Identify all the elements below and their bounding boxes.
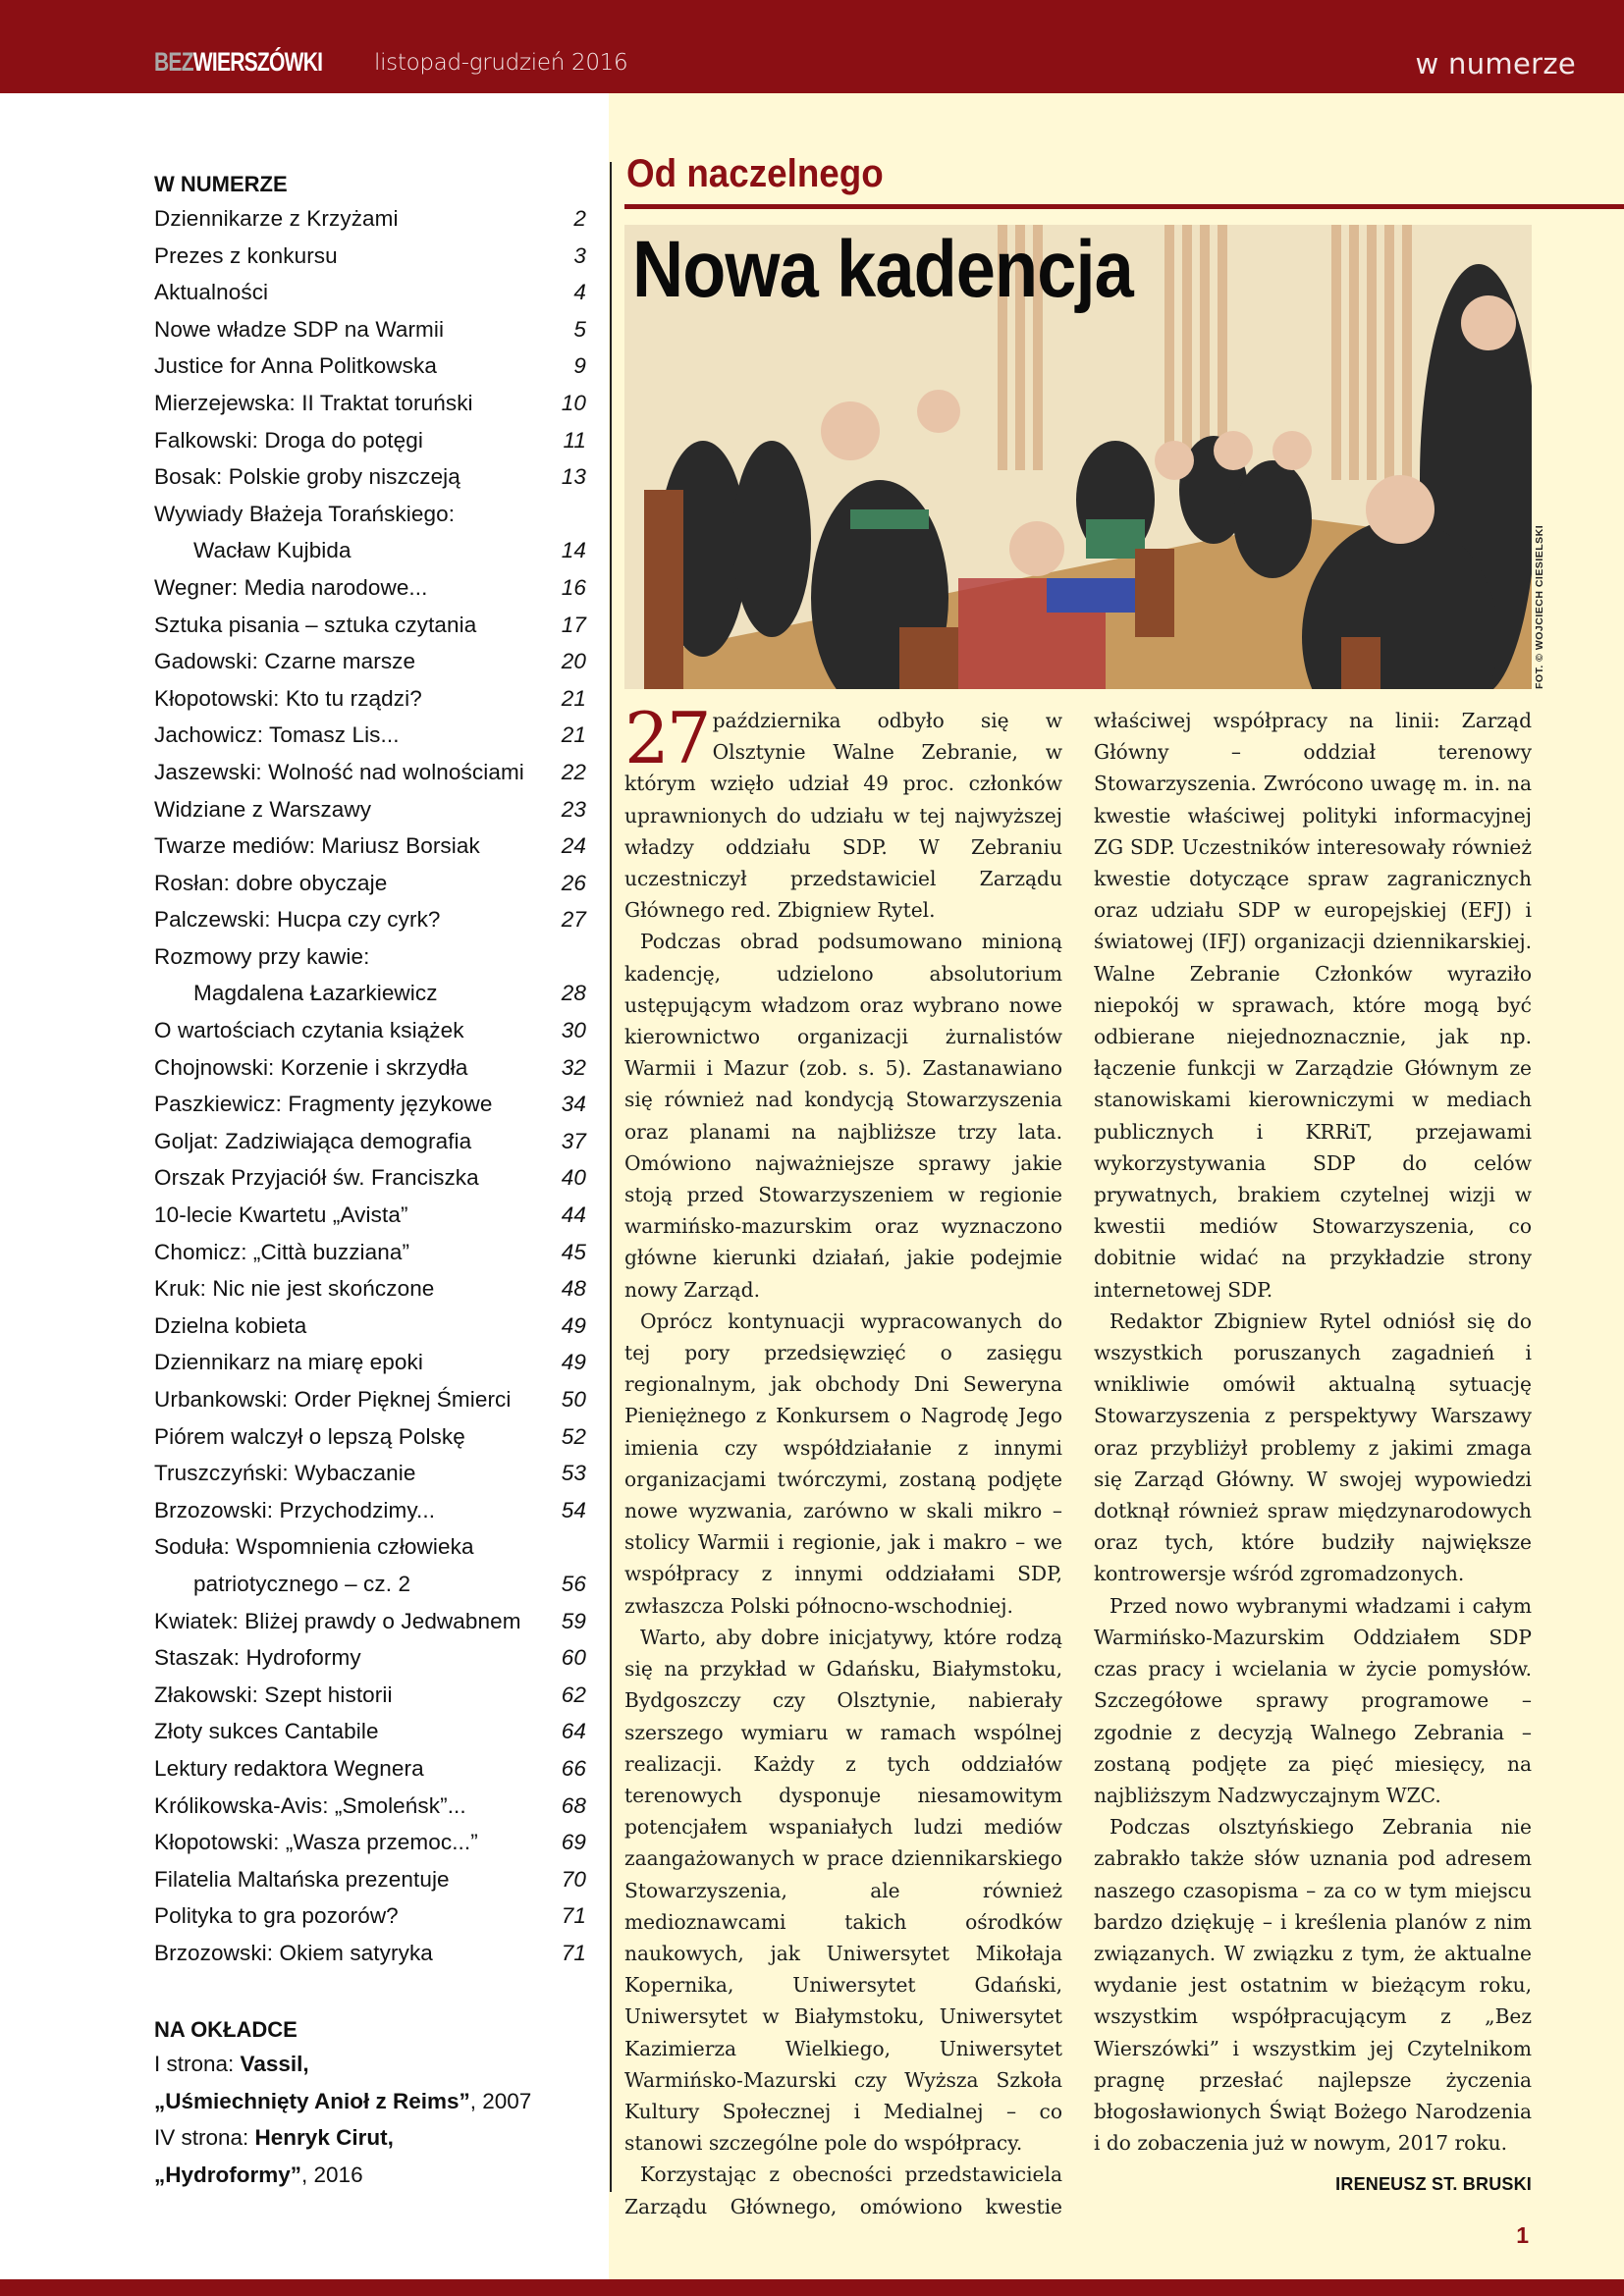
toc-item[interactable] [154, 496, 586, 533]
toc-item[interactable] [154, 458, 586, 496]
toc-item-page: 9 [573, 353, 586, 379]
toc-item[interactable] [154, 1234, 586, 1271]
toc-item[interactable] [154, 1603, 586, 1640]
toc-item-page: 17 [561, 612, 586, 637]
toc-item-page: 49 [561, 1312, 586, 1338]
article-paragraph: właściwej współpracy na linii: Zarząd Główny – oddział terenowy Stowarzyszenia. Zwrócono uwagę m. in. na kwestie właściwej polityki informacyjnej ZG SDP. Uczestników interesowały również kwestie dotyczące spraw zagranicznych oraz udziału SDP w europejskiej (EFJ) i światowej (IFJ) organizacji dziennikarskiej. Walne Zebranie Członków wyraziło niepokój w sprawach, które mogą być odbierane niejednoznacznie, jak np. łączenie funkcji w Zarządzie Głównym ze stanowiskami kierowniczymi w mediach publicznych i KRRiT, przejawami wykorzystywania SDP do celów prywatnych, brakiem czytelnej wizji w kwestii mediów Stowarzyszenia, co dobitnie widać na przykładzie strony internetowej SDP. [1094, 709, 1532, 1302]
toc-item-title: Justice for Anna Politkowska [154, 353, 437, 379]
toc-item-title: Mierzejewska: II Traktat toruński [154, 390, 473, 415]
toc-item[interactable] [154, 717, 586, 754]
toc-item-page: 60 [561, 1645, 586, 1671]
toc-item-page: 37 [561, 1128, 586, 1153]
toc-item-title: Magdalena Łazarkiewicz [193, 981, 438, 1006]
toc-item-page: 5 [573, 316, 586, 342]
toc-item-title: Polityka to gra pozorów? [154, 1903, 399, 1929]
toc-item-page: 40 [561, 1165, 586, 1191]
toc-item[interactable] [154, 1455, 586, 1492]
toc-item[interactable] [154, 643, 586, 680]
toc-item[interactable] [154, 607, 586, 644]
toc-item[interactable] [154, 1308, 586, 1345]
toc-item-title: Bosak: Polskie groby niszczeją [154, 464, 460, 490]
toc-item-page: 26 [561, 870, 586, 895]
toc-item-page: 21 [561, 722, 586, 748]
toc-item-page: 16 [561, 574, 586, 600]
toc-item[interactable] [154, 1677, 586, 1714]
toc-item-title: Orszak Przyjaciół św. Franciszka [154, 1165, 479, 1191]
toc-item-title: Kwiatek: Bliżej prawdy o Jedwabnem [154, 1608, 521, 1633]
toc-item-title: Kłopotowski: Kto tu rządzi? [154, 685, 422, 711]
toc-item-title: Widziane z Warszawy [154, 796, 372, 822]
toc-item-title: Brzozowski: Przychodzimy... [154, 1497, 436, 1522]
toc-item-title: Królikowska-Avis: „Smoleńsk”... [154, 1792, 466, 1818]
toc-item-title: Nowe władze SDP na Warmii [154, 316, 445, 342]
toc-item-page: 22 [561, 759, 586, 784]
article-paragraph: 27 października odbyło się w Olsztynie Walne Zebranie, w którym wzięło udział 49 proc. członków uprawnionych do udziału w tej najwyższej władzy oddziału SDP. W Zebraniu uczestniczył przedstawiciel Zarządu Głównego red. Zbigniew Rytel. [624, 697, 1062, 923]
article-paragraph: Przed nowo wybranymi władzami i całym Warmińsko-Mazurskim Oddziałem SDP czas pracy i wcielania w życie pomysłów. Szczegółowe sprawy programowe – zgodnie z decyzją Walnego Zebrania – zostaną podjęte za pięć miesięcy, na najbliższym Nadzwyczajnym WZC. [1094, 1593, 1532, 1807]
toc-item-page: 53 [561, 1461, 586, 1486]
toc-item[interactable] [154, 865, 586, 902]
toc-item-page: 62 [561, 1682, 586, 1707]
article-paragraph: Warto, aby dobre inicjatywy, które rodzą się na przykład w Gdańsku, Białymstoku, Bydgoszczy czy Olsztynie, nabierały szerszego wymiaru w ramach wspólnej realizacji. Każdy z tych oddziałów terenowych dysponuje niesamowitym potencjałem wspaniałych ludzi mediów zaangażowanych w prace dziennikarskiego Stowarzyszenia, ale również medioznawcami takich ośrodków naukowych, jak Uniwersytet Mikołaja Kopernika, Uniwersytet Gdański, Uniwersytet w Białymstoku, Uniwersytet Kazimierza Wielkiego, Uniwersytet Warmińsko-Mazurski czy Wyższa Szkoła Kultury Społecznej i Medialnej – co stanowi szczególne pole do współpracy. [624, 1625, 1062, 2156]
toc-item[interactable] [154, 1750, 586, 1788]
toc-item-page: 44 [561, 1202, 586, 1228]
toc-item-page: 50 [561, 1387, 586, 1412]
cover-back-line2: „Hydroformy”, 2016 [154, 2162, 363, 2187]
toc-item[interactable] [154, 1788, 586, 1825]
toc-item-page: 49 [561, 1350, 586, 1375]
toc-item-title: Soduła: Wspomnienia człowieka [154, 1534, 474, 1560]
toc-item-page: 28 [561, 981, 586, 1006]
issue-date: listopad-grudzień 2016 [374, 50, 628, 76]
toc-item[interactable] [154, 1897, 586, 1935]
table-of-contents [154, 169, 586, 1972]
logo-bez: BEZ [154, 47, 193, 77]
toc-item[interactable] [154, 1049, 586, 1087]
toc-item[interactable] [154, 1197, 586, 1234]
toc-item-page: 54 [561, 1497, 586, 1522]
toc-item-title: Brzozowski: Okiem satyryka [154, 1940, 433, 1965]
cover-heading: NA OKŁADCE [154, 2017, 298, 2042]
toc-item[interactable] [154, 680, 586, 718]
toc-item[interactable] [154, 1123, 586, 1160]
toc-item[interactable] [154, 238, 586, 275]
toc-item-page: 70 [561, 1866, 586, 1892]
toc-item[interactable] [154, 1012, 586, 1049]
toc-item-title: Paszkiewicz: Fragmenty językowe [154, 1092, 493, 1117]
toc-item-page: 71 [561, 1903, 586, 1929]
toc-item[interactable] [154, 311, 586, 348]
toc-item[interactable] [154, 274, 586, 311]
toc-item-page: 66 [561, 1755, 586, 1781]
kicker-rule [624, 204, 1624, 209]
toc-item-title: Wacław Kujbida [193, 538, 352, 563]
logo-wierszowki: WIERSZÓWKI [192, 47, 323, 77]
toc-item[interactable] [154, 1344, 586, 1381]
toc-item[interactable] [154, 791, 586, 828]
toc-item-title: Gadowski: Czarne marsze [154, 649, 416, 674]
toc-item[interactable] [154, 828, 586, 865]
toc-item[interactable] [154, 1528, 586, 1566]
toc-item[interactable] [154, 901, 586, 938]
toc-item-page: 3 [573, 242, 586, 268]
toc-item-title: Staszak: Hydroformy [154, 1645, 361, 1671]
toc-item[interactable] [154, 1159, 586, 1197]
toc-item-title: Rozmowy przy kawie: [154, 943, 370, 969]
section-kicker: Od naczelnego [626, 152, 884, 195]
toc-item-page: 21 [561, 685, 586, 711]
toc-item-title: Goljat: Zadziwiająca demografia [154, 1128, 472, 1153]
toc-item-page: 68 [561, 1792, 586, 1818]
toc-item-title: Piórem walczył o lepszą Polskę [154, 1423, 465, 1449]
toc-item-page: 45 [561, 1239, 586, 1264]
cover-back-line1: IV strona: Henryk Cirut, [154, 2125, 394, 2151]
toc-item-page: 32 [561, 1054, 586, 1080]
toc-item[interactable] [154, 1418, 586, 1456]
article-paragraph: Podczas olsztyńskiego Zebrania nie zabrakło także słów uznania pod adresem naszego czasopisma – za co w tym miejscu bardzo dziękuję – i kreślenia planów z nim związanych. W związku z tym, że aktualne wydanie jest ostatnim w bieżącym roku, wszystkim współpracującym z „Bez Wierszówki” i wszystkim jej Czytelnikom pragnę przesłać najlepsze życzenia błogosławionych Świąt Bożego Narodzenia i do zobaczenia już w nowym, 2017 roku. [1094, 1815, 1532, 2156]
toc-item-title: Rosłan: dobre obyczaje [154, 870, 388, 895]
toc-list [154, 200, 586, 1972]
toc-item-title: Falkowski: Droga do potęgi [154, 427, 423, 453]
toc-item-page: 56 [561, 1571, 586, 1596]
toc-item[interactable] [154, 347, 586, 385]
magazine-logo [154, 47, 322, 77]
toc-item[interactable] [154, 1566, 586, 1603]
toc-item-page: 71 [561, 1940, 586, 1965]
photo-credit: FOT. © WOJCIECH CIESIELSKI [1534, 524, 1545, 689]
toc-item[interactable] [154, 1935, 586, 1972]
page-number: 1 [1516, 2222, 1529, 2248]
toc-item[interactable] [154, 1639, 586, 1677]
toc-item[interactable] [154, 422, 586, 459]
toc-item-title: Dzielna kobieta [154, 1312, 307, 1338]
toc-item[interactable] [154, 200, 586, 238]
toc-item[interactable] [154, 569, 586, 607]
cover-front-line1: I strona: Vassil, [154, 2052, 309, 2076]
column-divider [610, 162, 612, 2192]
toc-item-page: 13 [561, 464, 586, 490]
toc-item-title: Złoty sukces Cantabile [154, 1719, 379, 1744]
toc-item-page: 69 [561, 1830, 586, 1855]
toc-item-page: 10 [561, 390, 586, 415]
toc-item-page: 24 [561, 833, 586, 859]
toc-item-title: Chomicz: „Città buzziana” [154, 1239, 410, 1264]
cover-info [154, 2014, 586, 2193]
toc-item-title: Palczewski: Hucpa czy cyrk? [154, 907, 441, 933]
toc-item-title: Sztuka pisania – sztuka czytania [154, 612, 477, 637]
article-paragraph: Redaktor Zbigniew Rytel odniósł się do wszystkich poruszanych zagadnień i wnikliwie omówił aktualną sytuację Stowarzyszenia z perspektywy Warszawy oraz przybliżył problemy z jakimi zmaga się Zarząd Główny. W swojej wypowiedzi dotknął również spraw międzynarodowych oraz tych, które budziły największe kontrowersje wśród zgromadzonych. [1094, 1308, 1532, 1586]
toc-item-title: Truszczyński: Wybaczanie [154, 1461, 416, 1486]
cover-front-line2: „Uśmiechnięty Anioł z Reims”, 2007 [154, 2088, 532, 2113]
section-label: w numerze [1415, 47, 1576, 80]
toc-item-title: Lektury redaktora Wegnera [154, 1755, 424, 1781]
article-headline: Nowa kadencja [632, 225, 1133, 314]
toc-item-page: 4 [573, 280, 586, 305]
footer-bar [0, 2279, 1624, 2296]
toc-item-title: patriotycznego – cz. 2 [193, 1571, 411, 1596]
toc-item-title: Dziennikarz na miarę epoki [154, 1350, 423, 1375]
toc-item-title: Kruk: Nic nie jest skończone [154, 1276, 435, 1302]
drop-cap: 27 [624, 697, 709, 779]
toc-item-title: Aktualności [154, 280, 269, 305]
toc-item-page: 30 [561, 1018, 586, 1043]
toc-item-title: 10-lecie Kwartetu „Avista” [154, 1202, 408, 1228]
toc-item-page: 59 [561, 1608, 586, 1633]
toc-item-page: 34 [561, 1092, 586, 1117]
author-signature: IRENEUSZ ST. BRUSKI [1335, 2174, 1532, 2194]
toc-item-page: 27 [561, 907, 586, 933]
toc-item-page: 14 [561, 538, 586, 563]
toc-item[interactable] [154, 975, 586, 1012]
toc-item-title: Twarze mediów: Mariusz Borsiak [154, 833, 480, 859]
toc-item-title: Jaszewski: Wolność nad wolnościami [154, 759, 524, 784]
toc-heading: W NUMERZE [154, 172, 288, 196]
toc-item[interactable] [154, 385, 586, 422]
toc-item[interactable] [154, 754, 586, 791]
toc-item-title: Urbankowski: Order Pięknej Śmierci [154, 1387, 512, 1412]
article-paragraph: Oprócz kontynuacji wypracowanych do tej pory przedsięwzięć o zasięgu regionalnym, jak obchody Dni Seweryna Pieniężnego z Konkursem o Nagrodę Jego imienia czy współdziałanie z innymi organizacjami twórczymi, zostaną podjęte nowe wyzwania, zarówno w skali mikro – stolicy Warmii i regionie, jak i makro – we współpracy z innymi oddziałami SDP, zwłaszcza Polski północno-wschodniej. [624, 1308, 1062, 1618]
toc-item-title: O wartościach czytania książek [154, 1018, 464, 1043]
article-paragraph: Korzystając z obecności przedstawiciela Zarządu Głównego, omówiono kwestie [624, 2163, 1062, 2218]
header-bar [0, 0, 1624, 93]
toc-item[interactable] [154, 938, 586, 976]
toc-item[interactable] [154, 1713, 586, 1750]
toc-item-title: Złakowski: Szept historii [154, 1682, 393, 1707]
toc-item-title: Wywiady Błażeja Torańskiego: [154, 501, 456, 526]
toc-item[interactable] [154, 532, 586, 569]
toc-item-page: 52 [561, 1423, 586, 1449]
toc-item[interactable] [154, 1861, 586, 1898]
toc-item[interactable] [154, 1824, 586, 1861]
toc-item-title: Wegner: Media narodowe... [154, 574, 428, 600]
toc-item-title: Jachowicz: Tomasz Lis... [154, 722, 400, 748]
toc-item-title: Prezes z konkursu [154, 242, 338, 268]
toc-item-page: 64 [561, 1719, 586, 1744]
article-paragraph: Podczas obrad podsumowano minioną kadencję, udzielono absolutorium ustępującym władzom oraz wybrano nowe kierownictwo organizacji żurnalistów Warmii i Mazur (zob. s. 5). Zastanawiano się również nad kondycją Stowarzyszenia oraz planami na najbliższe trzy lata. Omówiono najważniejsze sprawy jakie stoją przed Stowarzyszeniem w regionie warmińsko-mazurskim oraz wyznaczono główne kierunki działań, jakie podejmie nowy Zarząd. [624, 930, 1062, 1302]
toc-item-page: 48 [561, 1276, 586, 1302]
toc-item-title: Filatelia Maltańska prezentuje [154, 1866, 450, 1892]
toc-item[interactable] [154, 1492, 586, 1529]
toc-item-title: Chojnowski: Korzenie i skrzydła [154, 1054, 468, 1080]
toc-item[interactable] [154, 1270, 586, 1308]
toc-item[interactable] [154, 1381, 586, 1418]
toc-item-title: Kłopotowski: „Wasza przemoc...” [154, 1830, 478, 1855]
toc-item-title: Dziennikarze z Krzyżami [154, 206, 399, 231]
toc-item-page: 23 [561, 796, 586, 822]
toc-item-page: 20 [561, 649, 586, 674]
toc-item[interactable] [154, 1086, 586, 1123]
toc-item-page: 11 [563, 427, 586, 453]
article-column-2 [1094, 705, 1532, 2159]
article-column-1 [624, 697, 1062, 2222]
toc-item-page: 2 [573, 206, 586, 231]
